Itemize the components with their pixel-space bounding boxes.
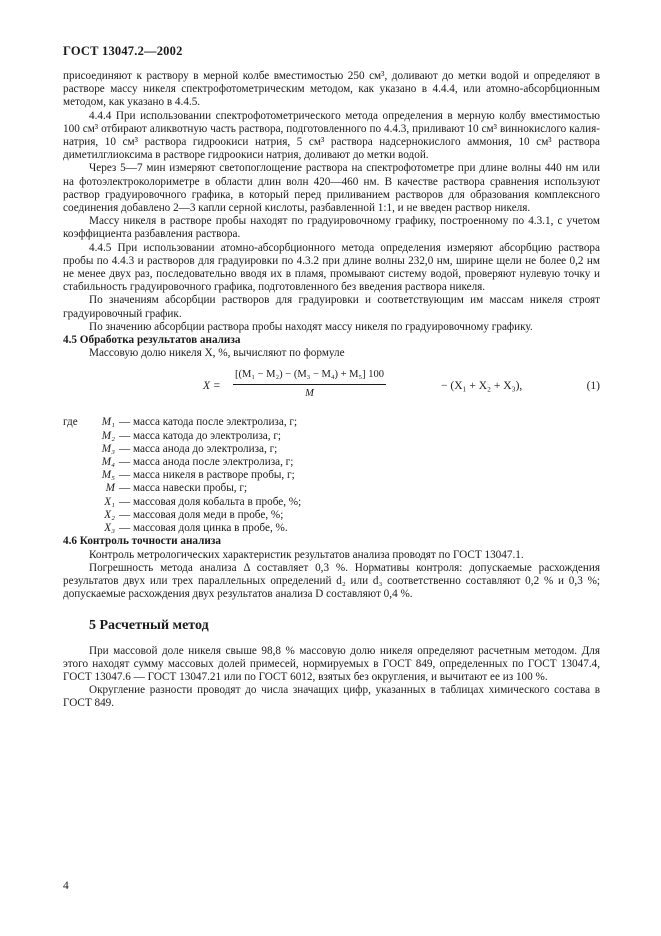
definition-lead — [63, 509, 89, 522]
definition-item — [63, 482, 600, 495]
definition-item — [63, 416, 600, 429]
definition-symbol: M₅ — [101, 469, 115, 482]
paragraph: Округление разности проводят до числа значащих цифр, указанных в таблицах химического состава в ГОСТ 849. — [63, 684, 600, 710]
paragraph: присоединяют к раствору в мерной колбе вместимостью 250 см³, доливают до метки водой и определяют в растворе массу никеля спектрофотометрическим методом, как указано в 4.4.4, или атомно-абсорбционным методом, как указано в 4.4.5. — [63, 70, 600, 109]
definition-symbol: M₁ — [101, 416, 115, 429]
paragraph: 4.4.4 При использовании спектрофотометрического метода определения в мерную колбу вместимостью 100 см³ отбирают аликвотную часть раствора, подготовленного по 4.4.3, приливают 10 см³ виннокислого калия-натрия, 10 см³ раствора гидроокиси натрия, 5 см³ раствора надсернокислого аммония, 10 см³ раствора диметилглиоксима в растворе гидроокиси натрия, доливают до метки водой. — [63, 109, 600, 162]
definition-symbol: X₂ — [104, 508, 115, 521]
subsection-heading-4-6: 4.6 Контроль точности анализа — [63, 535, 221, 548]
definition-text: — массовая доля цинка в пробе, %. — [119, 522, 288, 535]
paragraph: Массу никеля в растворе пробы находят по градуировочному графику, построенному по 4.3.1, с учетом коэффициента разбавления раствора. — [63, 215, 600, 241]
definition-item — [63, 496, 600, 509]
formula-denominator: M — [305, 387, 314, 399]
formula-rest: − (X₁ + X₂ + X₃), — [441, 380, 523, 393]
definition-text: — масса катода до электролиза, г; — [119, 429, 282, 442]
formula-lhs: X = — [203, 380, 221, 393]
paragraph: При массовой доле никеля свыше 98,8 % массовую долю никеля определяют расчетным методом. Для этого находят сумму массовых долей примесей, нормируемых в ГОСТ 849, определенных по ГОСТ 13047.4, ГОСТ 13047.6 — ГОСТ 13047.21 или по ГОСТ 6012, взятых без округления, и вычитают ее из 100 %. — [63, 644, 600, 683]
document-body — [63, 70, 600, 711]
definition-text: — масса анода после электролиза, г; — [119, 456, 294, 469]
paragraph: По значению абсорбции раствора пробы находят массу никеля по градуировочному графику. — [89, 320, 533, 333]
definition-text: — масса анода до электролиза, г; — [119, 442, 278, 455]
definition-symbol: X₁ — [104, 495, 115, 508]
definition-symbol: M — [105, 482, 115, 495]
definition-lead — [63, 430, 89, 443]
paragraph: 4.4.5 При использовании атомно-абсорбционного метода определения измеряют абсорбцию раствора пробы по 4.4.3 и растворов для градуировки по 4.3.2 при длине волны 232,0 нм, ширине щели не более 0,2 нм не менее двух раз, последовательно вводя их в пламя, промывают систему водой, проверяют нулевую точку и стабильность градуировочного графика, подготовленного без введения раствора никеля. — [63, 241, 600, 294]
definition-item — [63, 430, 600, 443]
definition-lead — [63, 456, 89, 469]
paragraph: По значениям абсорбции растворов для градуировки и соответствующим им массам никеля строят градуировочный график. — [63, 294, 600, 320]
definition-lead — [63, 482, 89, 495]
formula-1 — [63, 366, 600, 410]
equation-number: (1) — [586, 380, 600, 393]
paragraph: Через 5—7 мин измеряют светопоглощение раствора на спектрофотометре при длине волны 440 нм или на фотоэлектроколориметре в области длин волн 420—460 нм. В качестве раствора сравнения используют раствор градуировочного графика, в который перед приливанием растворов для образования комплексного соединения добавлено 2—3 капли серной кислоты, разбавленной 1:1, и не введен раствор никеля. — [63, 162, 600, 215]
definition-text: — массовая доля меди в пробе, %; — [119, 508, 284, 521]
definition-text: — масса никеля в растворе пробы, г; — [119, 469, 295, 482]
definition-item — [63, 469, 600, 482]
definition-symbol: M₂ — [101, 429, 115, 442]
section-heading-5: 5 Расчетный метод — [89, 618, 209, 634]
definition-lead: где — [63, 416, 78, 429]
definition-text: — массовая доля кобальта в пробе, %; — [119, 495, 302, 508]
definition-item — [63, 443, 600, 456]
definition-symbol: M₄ — [101, 456, 115, 469]
document-header: ГОСТ 13047.2—2002 — [63, 44, 183, 58]
definition-lead — [63, 496, 89, 509]
subsection-heading-4-5: 4.5 Обработка результатов анализа — [63, 334, 241, 347]
definition-symbol: M₃ — [101, 442, 115, 455]
definition-list — [63, 416, 600, 535]
definition-lead — [63, 469, 89, 482]
definition-text: — масса навески пробы, г; — [119, 482, 248, 495]
formula-numerator: [(M₁ − M₂) − (M₃ − M₄) + M₅] 100 — [233, 368, 386, 384]
page-number: 4 — [63, 880, 69, 892]
paragraph: Контроль метрологических характеристик результатов анализа проводят по ГОСТ 13047.1. — [89, 548, 524, 561]
definition-item — [63, 522, 600, 535]
formula-fraction — [233, 368, 386, 399]
paragraph: Погрешность метода анализа Δ составляет 0,3 %. Нормативы контроля: допускаемые расхождения результатов двух или трех параллельных определений d₂ или d₃ соответственно составляют 0,2 % и 0,3 %; допускаемые расхождения двух результатов анализа D составляют 0,4 %. — [63, 561, 600, 601]
definition-text: — масса катода после электролиза, г; — [119, 416, 298, 429]
paragraph: Массовую долю никеля X, %, вычисляют по формуле — [89, 347, 345, 360]
definition-lead — [63, 522, 89, 535]
definition-symbol: X₃ — [104, 522, 115, 535]
definition-item — [63, 509, 600, 522]
definition-item — [63, 456, 600, 469]
definition-lead — [63, 443, 89, 456]
